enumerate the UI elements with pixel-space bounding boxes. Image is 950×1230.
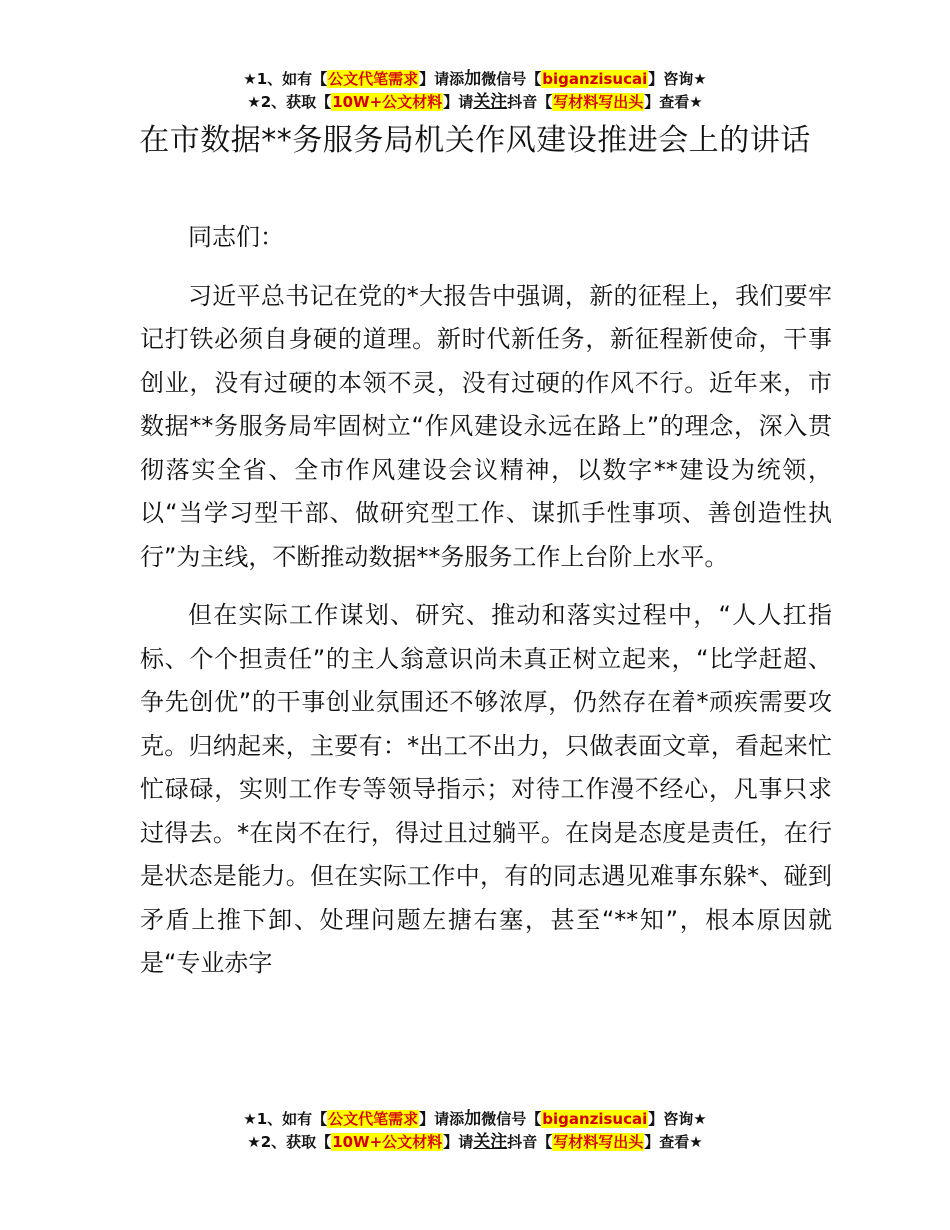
promo-text: 】咨询★ [648,70,707,88]
promo-text: 微信号【 [481,1110,542,1128]
promo-line-2 [0,1131,950,1154]
document-title: 在市数据**务服务局机关作风建设推进会上的讲话 [139,123,811,158]
promo-header [0,68,950,114]
promo-text: 抖音【 [507,1133,553,1151]
promo-text: 】请 [443,93,474,111]
promo-line-1 [0,68,950,91]
promo-text: 】咨询★ [648,1110,707,1128]
promo-highlight-wechat: biganzisucai [542,70,648,88]
promo-text: 微信号【 [481,70,542,88]
promo-text: ★2、获取【 [247,93,332,111]
promo-text: ★1、如有【 [243,1110,328,1128]
promo-text: 】请添 [419,70,465,88]
promo-text: ★1、如有【 [243,70,328,88]
promo-text: 】请 [443,1133,474,1151]
promo-highlight: 公文代笔需求 [328,70,419,88]
promo-text: 】查看★ [644,1133,703,1151]
promo-text: 加 [464,69,482,89]
promo-text: 】请添 [419,1110,465,1128]
paragraph: 习近平总书记在党的*大报告中强调，新的征程上，我们要牢记打铁必须自身硬的道理。新时代新任务，新征程新使命，干事创业，没有过硬的本领不灵，没有过硬的作风不行。近年来，市数据**务服务局牢固树立“作风建设永远在路上”的理念，深入贯彻落实全省、全市作风建设会议精神，以数字**建设为统领，以“当学习型干部、做研究型工作、谋抓手性事项、善创造性执行”为主线，不断推动数据**务服务工作上台阶上水平。 [140,281,832,571]
promo-highlight: 10W+公文材料 [332,1133,443,1151]
promo-text: 关注 [473,92,508,112]
promo-highlight: 公文代笔需求 [328,1110,419,1128]
paragraph: 但在实际工作谋划、研究、推动和落实过程中，“人人扛指标、个个担责任”的主人翁意识尚未真正树立起来，“比学赶超、争先创优”的干事创业氛围还不够浓厚，仍然存在着*顽疾需要攻克。归纳起来，主要有：*出工不出力，只做表面文章，看起来忙忙碌碌，实则工作专等领导指示；对待工作漫不经心，凡事只求过得去。*在岗不在行，得过且过躺平。在岗是态度是责任，在行是状态是能力。但在实际工作中，有的同志遇见难事东躲*、碰到矛盾上推下卸、处理问题左搪右塞，甚至“**知”，根本原因就是“专业赤字 [140,601,832,977]
promo-highlight-douyin: 写材料写出头 [553,1133,644,1151]
promo-highlight-douyin: 写材料写出头 [553,93,644,111]
promo-text: 抖音【 [507,93,553,111]
greeting: 同志们： [188,223,284,251]
promo-text: 】查看★ [644,93,703,111]
promo-text: ★2、获取【 [247,1133,332,1151]
document-body [140,216,832,986]
promo-line-1 [0,1108,950,1131]
promo-text: 加 [464,1109,482,1129]
promo-highlight: 10W+公文材料 [332,93,443,111]
promo-highlight-wechat: biganzisucai [542,1110,648,1128]
promo-line-2 [0,91,950,114]
promo-footer [0,1108,950,1154]
promo-text: 关注 [473,1132,508,1152]
